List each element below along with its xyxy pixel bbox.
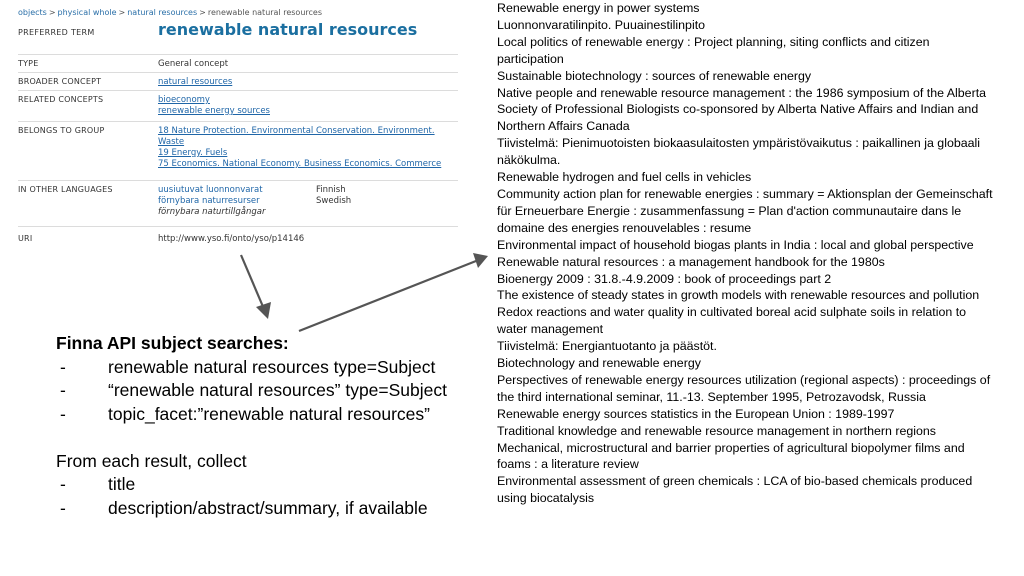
collect-item: - description/abstract/summary, if available [56, 497, 486, 521]
breadcrumb-item-physical-whole[interactable]: physical whole [57, 8, 117, 17]
result-title: Traditional knowledge and renewable resource management in northern regions [497, 423, 936, 438]
group-link-19[interactable]: 19 Energy. Fuels [158, 148, 228, 158]
collect-heading: From each result, collect [56, 450, 247, 471]
result-title: Tiivistelmä: Energiantuotanto ja päästöt. [497, 339, 717, 354]
yso-concept-card [0, 0, 462, 250]
breadcrumb-separator: > [48, 8, 56, 17]
type-label: TYPE [18, 59, 39, 68]
breadcrumb-item-objects[interactable]: objects [18, 8, 47, 17]
result-title: Mechanical, microstructural and barrier properties of agricultural biopolymer films and foams : a literature review [497, 440, 965, 472]
language-term: förnybara naturresurser [158, 196, 260, 206]
result-title: Sustainable biotechnology : sources of renewable energy [497, 68, 812, 83]
result-title: Bioenergy 2009 : 31.8.-4.9.2009 : book of proceedings part 2 [497, 271, 832, 286]
breadcrumb-item-current: renewable natural resources [207, 8, 322, 17]
divider [18, 90, 458, 91]
broader-concept-label: BROADER CONCEPT [18, 77, 102, 86]
result-title: Community action plan for renewable energies : summary = Aktionsplan der Gemeinschaft für Erneuerbare Energie : zusammenfassung = Plan d'action communautaire dans le domaine des energies renouvelables : resume [497, 186, 993, 235]
uri-label: URI [18, 234, 33, 243]
search-item: - topic_facet:”renewable natural resources” [56, 403, 486, 427]
uri-value[interactable]: http://www.yso.fi/onto/yso/p14146 [158, 234, 305, 244]
result-title: Native people and renewable resource management : the 1986 symposium of the Alberta Society of Professional Biologists co-sponsored by Alberta Native Affairs and Indian and Northern Affairs Canada [497, 85, 987, 134]
search-list [56, 356, 486, 427]
collect-list [56, 473, 486, 520]
result-title: Renewable natural resources : a management handbook for the 1980s [497, 254, 885, 269]
related-concept-renewable-energy-sources[interactable]: renewable energy sources [158, 106, 270, 116]
related-concept-bioeconomy[interactable]: bioeconomy [158, 95, 210, 105]
broader-concept-link[interactable]: natural resources [158, 77, 233, 87]
arrow-to-results [299, 253, 488, 331]
result-title: Biotechnology and renewable energy [497, 356, 701, 371]
breadcrumb-item-natural-resources[interactable]: natural resources [127, 8, 198, 17]
language-entry [158, 196, 458, 207]
other-languages-label: IN OTHER LANGUAGES [18, 185, 113, 194]
language-entry [158, 207, 458, 218]
result-title: Environmental impact of household biogas plants in India : local and global perspective [497, 237, 974, 252]
language-name: Finnish [316, 185, 346, 195]
breadcrumb [18, 8, 322, 17]
preferred-term-label: PREFERRED TERM [18, 28, 95, 37]
search-item: - renewable natural resources type=Subject [56, 356, 486, 380]
result-title: Environmental assessment of green chemicals : LCA of bio-based chemicals produced using biocatalysis [497, 474, 973, 506]
result-title: Renewable hydrogen and fuel cells in vehicles [497, 170, 752, 185]
divider [18, 226, 458, 227]
finna-search-notes [56, 332, 486, 520]
divider [18, 72, 458, 73]
breadcrumb-separator: > [118, 8, 126, 17]
type-value: General concept [158, 59, 229, 69]
result-title: Local politics of renewable energy : Project planning, siting conflicts and citizen participation [497, 34, 930, 66]
result-title: Luonnonvaratilinpito. Puuainestilinpito [497, 17, 706, 32]
result-title: Renewable energy in power systems [497, 1, 700, 15]
preferred-term-row [18, 20, 458, 48]
arrow-down-to-finna [241, 255, 271, 319]
divider [18, 54, 458, 55]
result-title: The existence of steady states in growth models with renewable resources and pollution [497, 288, 980, 303]
result-title: Tiivistelmä: Pienimuotoisten biokaasulaitosten ympäristövaikutus : paikallinen ja globaali näkökulma. [497, 136, 981, 168]
result-title: Renewable energy sources statistics in the European Union : 1989-1997 [497, 406, 895, 421]
breadcrumb-separator: > [199, 8, 206, 17]
language-name: Swedish [316, 196, 352, 206]
result-title: Perspectives of renewable energy resources utilization (regional aspects) : proceedings of the third international seminar, 11.-13. September 1995, Petrozavodsk, Russia [497, 372, 991, 404]
preferred-term-title: renewable natural resources [158, 20, 418, 39]
divider [18, 121, 458, 122]
search-item: - “renewable natural resources” type=Subject [56, 379, 486, 403]
collect-item: - title [56, 473, 486, 497]
result-title: Redox reactions and water quality in cultivated boreal acid sulphate soils in relation to water management [497, 305, 967, 337]
language-term: uusiutuvat luonnonvarat [158, 185, 263, 195]
result-title-list [497, 0, 997, 507]
divider [18, 180, 458, 181]
language-entry [158, 185, 458, 196]
belongs-to-group-label: BELONGS TO GROUP [18, 126, 105, 135]
group-link-75[interactable]: 75 Economics. National Economy. Business Economics. Commerce [158, 159, 442, 169]
finna-heading: Finna API subject searches: [56, 333, 289, 353]
group-link-18-cont[interactable]: Waste [158, 137, 185, 147]
language-term-alternative: förnybara naturtillgångar [158, 207, 266, 217]
related-concepts-label: RELATED CONCEPTS [18, 95, 104, 104]
group-link-18[interactable]: 18 Nature Protection. Environmental Conservation. Environment. [158, 126, 435, 136]
